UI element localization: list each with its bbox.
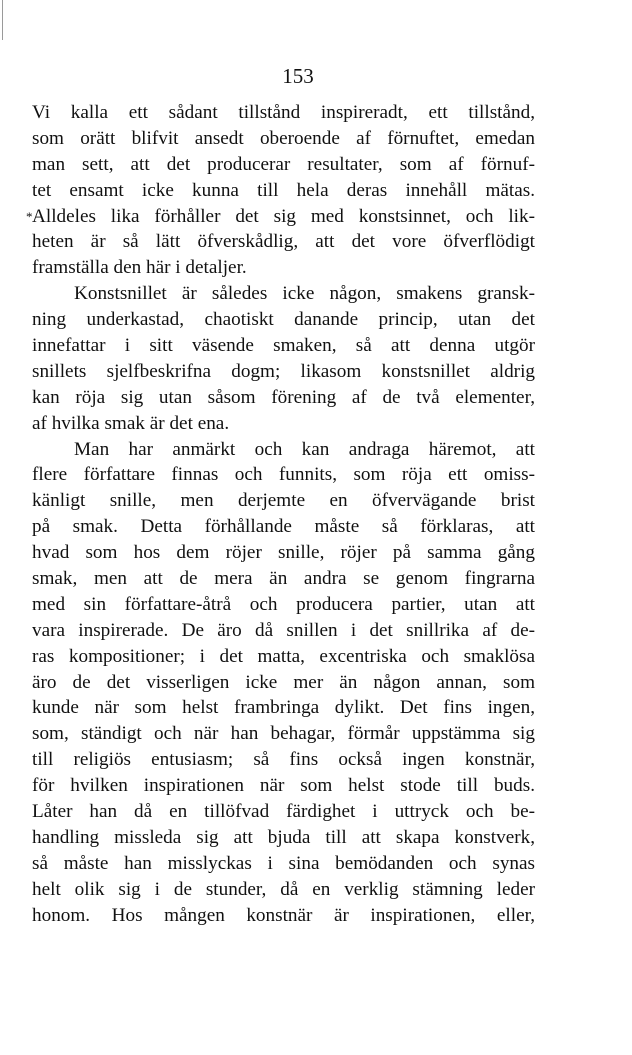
- text-line: snillets sjelfbeskrifna dogm; likasom konstsnillet aldrig: [32, 360, 535, 382]
- page-number: 153: [282, 64, 314, 88]
- text-line: känligt snille, men derjemte en öfvervägande brist: [32, 490, 535, 512]
- text-line: handling missleda sig att bjuda till att skapa konstverk,: [32, 826, 535, 848]
- page-edge-line: [2, 0, 3, 40]
- text-line: för hvilken inspirationen när som helst stode till buds.: [32, 775, 535, 797]
- text-line: Låter han då en tillöfvad färdighet i uttryck och be-: [32, 801, 535, 823]
- text-line: kunde när som helst frambringa dylikt. Det fins ingen,: [32, 697, 535, 719]
- text-line: som orätt blifvit ansedt oberoende af förnuftet, emedan: [32, 127, 535, 149]
- text-line: man sett, att det producerar resultater, som af förnuf-: [32, 153, 535, 175]
- text-line: äro de det visserligen icke mer än någon annan, som: [32, 671, 535, 693]
- text-line: ning underkastad, chaotiskt danande princip, utan det: [32, 309, 535, 331]
- text-line: af hvilka smak är det ena.: [32, 412, 230, 434]
- text-line: helt olik sig i de stunder, då en verklig stämning leder: [32, 878, 535, 900]
- body-text: [32, 100, 535, 929]
- text-line: Alldeles lika förhåller det sig med konstsinnet, och lik-: [32, 205, 535, 227]
- text-line: hvad som hos dem röjer snille, röjer på samma gång: [32, 542, 535, 564]
- text-line: honom. Hos mången konstnär är inspirationen, eller,: [32, 904, 535, 926]
- text-line: heten är så lätt öfverskådlig, att det vore öfverflödigt: [32, 231, 535, 253]
- text-line: flere författare finnas och funnits, som röja ett omiss-: [32, 464, 535, 486]
- text-line: Man har anmärkt och kan andraga häremot, att: [74, 438, 535, 460]
- text-line: på smak. Detta förhållande måste så förklaras, att: [32, 516, 535, 538]
- text-line: framställa den här i detaljer.: [32, 257, 247, 279]
- text-line: så måste han misslyckas i sina bemödanden och synas: [32, 852, 535, 874]
- text-line: innefattar i sitt väsende smaken, så att denna utgör: [32, 335, 535, 357]
- text-line: ras kompositioner; i det matta, excentriska och smaklösa: [32, 645, 535, 667]
- text-line: till religiös entusiasm; så fins också ingen konstnär,: [32, 749, 535, 771]
- text-line: med sin författare-åtrå och producera partier, utan att: [32, 593, 535, 615]
- text-line: kan röja sig utan såsom förening af de två elementer,: [32, 386, 535, 408]
- margin-marker: *: [26, 209, 33, 224]
- text-line: vara inspirerade. De äro då snillen i det snillrika af de-: [32, 619, 535, 641]
- text-line: som, ständigt och när han behagar, förmår uppstämma sig: [32, 723, 535, 745]
- text-line: Konstsnillet är således icke någon, smakens gransk-: [74, 283, 535, 305]
- text-line: smak, men att de mera än andra se genom fingrarna: [32, 568, 535, 590]
- text-line: tet ensamt icke kunna till hela deras innehåll mätas.: [32, 179, 535, 201]
- text-line: Vi kalla ett sådant tillstånd inspireradt, ett tillstånd,: [32, 102, 535, 123]
